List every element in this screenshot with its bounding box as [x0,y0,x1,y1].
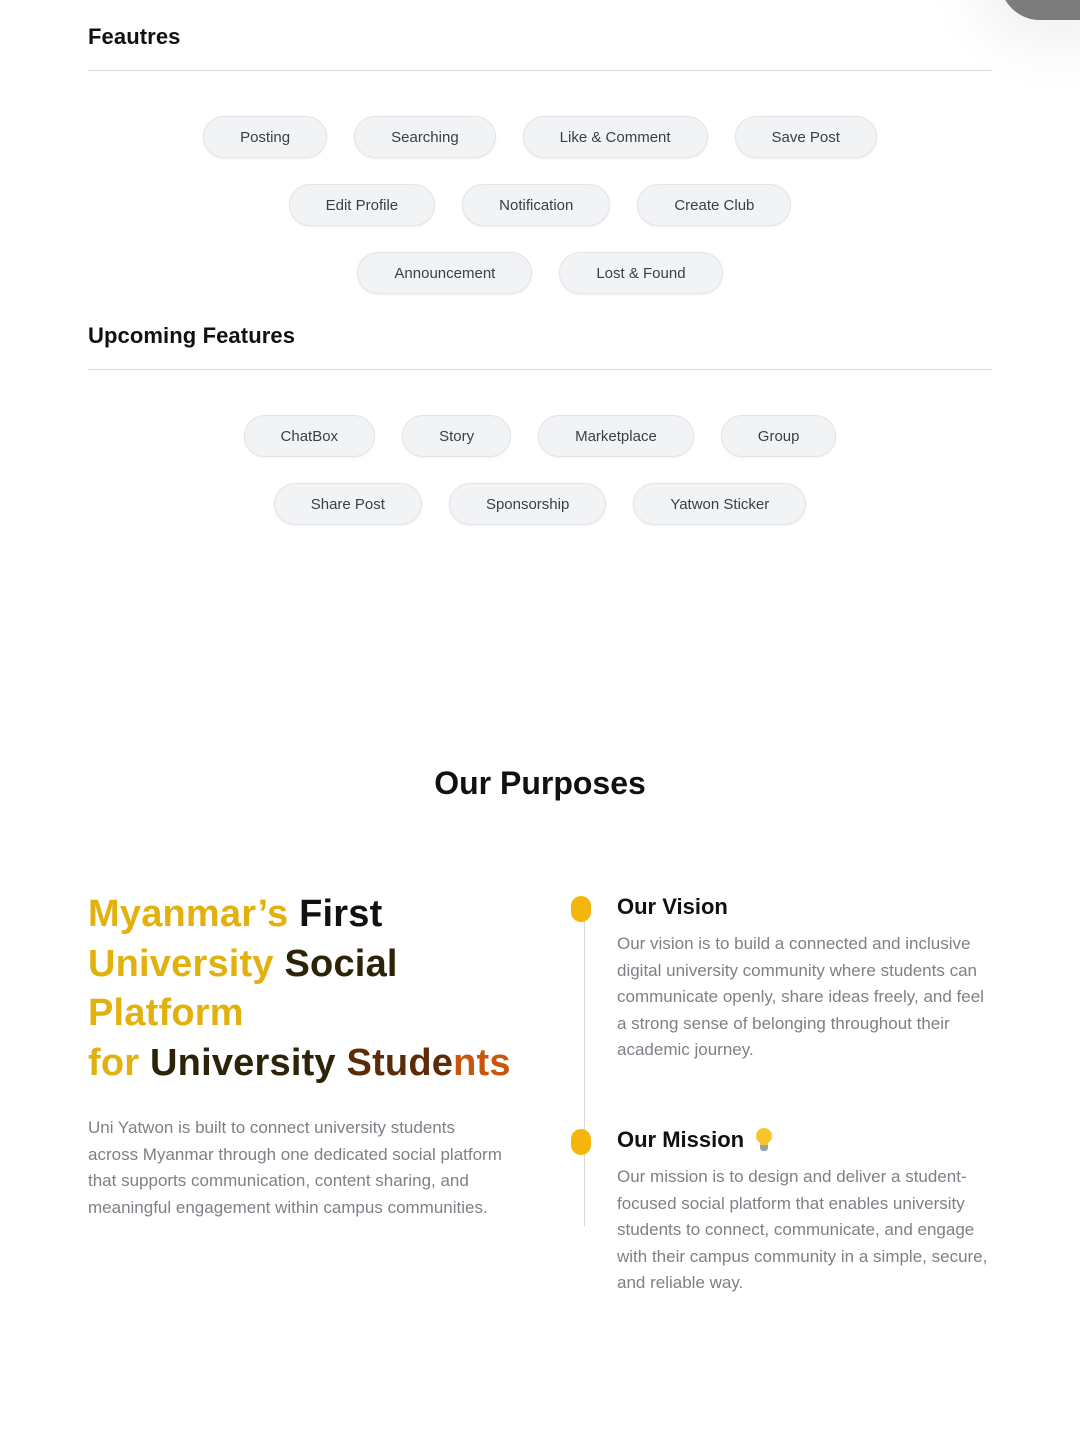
upcoming-features-section [88,321,992,370]
purposes-title: Our Purposes [434,765,646,801]
timeline-dot-mission [571,1129,591,1155]
vision-title [617,892,728,922]
upcoming-chip-share-post[interactable]: Share Post [274,483,422,525]
feature-chip-save-post[interactable]: Save Post [735,116,877,158]
feature-chip-edit-profile[interactable]: Edit Profile [289,184,436,226]
feature-chip-posting[interactable]: Posting [203,116,327,158]
headline-text: for [88,1041,151,1084]
headline-text: First [299,893,383,935]
vision-title-text: Our Vision [617,894,728,919]
headline-text: Myanmar’s [88,893,300,935]
upcoming-chip-sponsorship[interactable]: Sponsorship [449,483,606,525]
headline-text: Social [284,942,398,985]
upcoming-features-divider [88,369,992,370]
headline-line-4 [88,1039,528,1089]
feature-chip-announcement[interactable]: Announcement [357,252,532,294]
features-chip-list [0,116,1080,320]
mission-title-text: Our Mission [617,1127,745,1152]
headline-line-1 [88,890,528,940]
floating-corner-button[interactable] [1000,0,1080,20]
features-row [0,116,1080,158]
headline-text: Stude [346,1041,454,1084]
features-section [88,22,992,71]
headline-line-3 [88,989,528,1039]
vision-text: Our vision is to build a connected and inclusive digital university community where students can communicate openly, share ideas freely, and feel a strong sense of belonging throughout their academic journey. [617,934,984,1060]
purposes-intro: Uni Yatwon is built to connect university students across Myanmar through one dedicated social platform that supports communication, content sharing, and meaningful engagement within campus communities. [88,1118,502,1217]
upcoming-chip-yatwon-sticker[interactable]: Yatwon Sticker [633,483,806,525]
headline-line-2 [88,940,528,990]
timeline-line [584,908,585,1226]
headline-text: Platform [88,992,244,1034]
mission-title [617,1125,774,1155]
headline-text: nts [453,1041,511,1084]
upcoming-row [0,415,1080,457]
headline-text: University [150,1041,347,1084]
feature-chip-notification[interactable]: Notification [462,184,610,226]
upcoming-chip-list [0,415,1080,551]
upcoming-chip-group[interactable]: Group [721,415,837,457]
feature-chip-searching[interactable]: Searching [354,116,496,158]
feature-chip-like-comment[interactable]: Like & Comment [523,116,708,158]
feature-chip-create-club[interactable]: Create Club [637,184,791,226]
headline-text: University [88,942,285,985]
features-row [0,252,1080,294]
upcoming-chip-marketplace[interactable]: Marketplace [538,415,694,457]
upcoming-chip-chatbox[interactable]: ChatBox [244,415,376,457]
upcoming-features-title: Upcoming Features [88,323,296,348]
features-row [0,184,1080,226]
features-divider [88,70,992,71]
mission-text: Our mission is to design and deliver a student-focused social platform that enables university students to connect, communicate, and engage with their campus community in a simple, secure, and reliable way. [617,1167,988,1293]
feature-chip-lost-found[interactable]: Lost & Found [559,252,722,294]
timeline-dot-vision [571,896,591,922]
lightbulb-icon [754,1127,774,1153]
purposes-headline [88,890,528,1088]
upcoming-chip-story[interactable]: Story [402,415,511,457]
upcoming-row [0,483,1080,525]
features-title: Feautres [88,24,181,49]
